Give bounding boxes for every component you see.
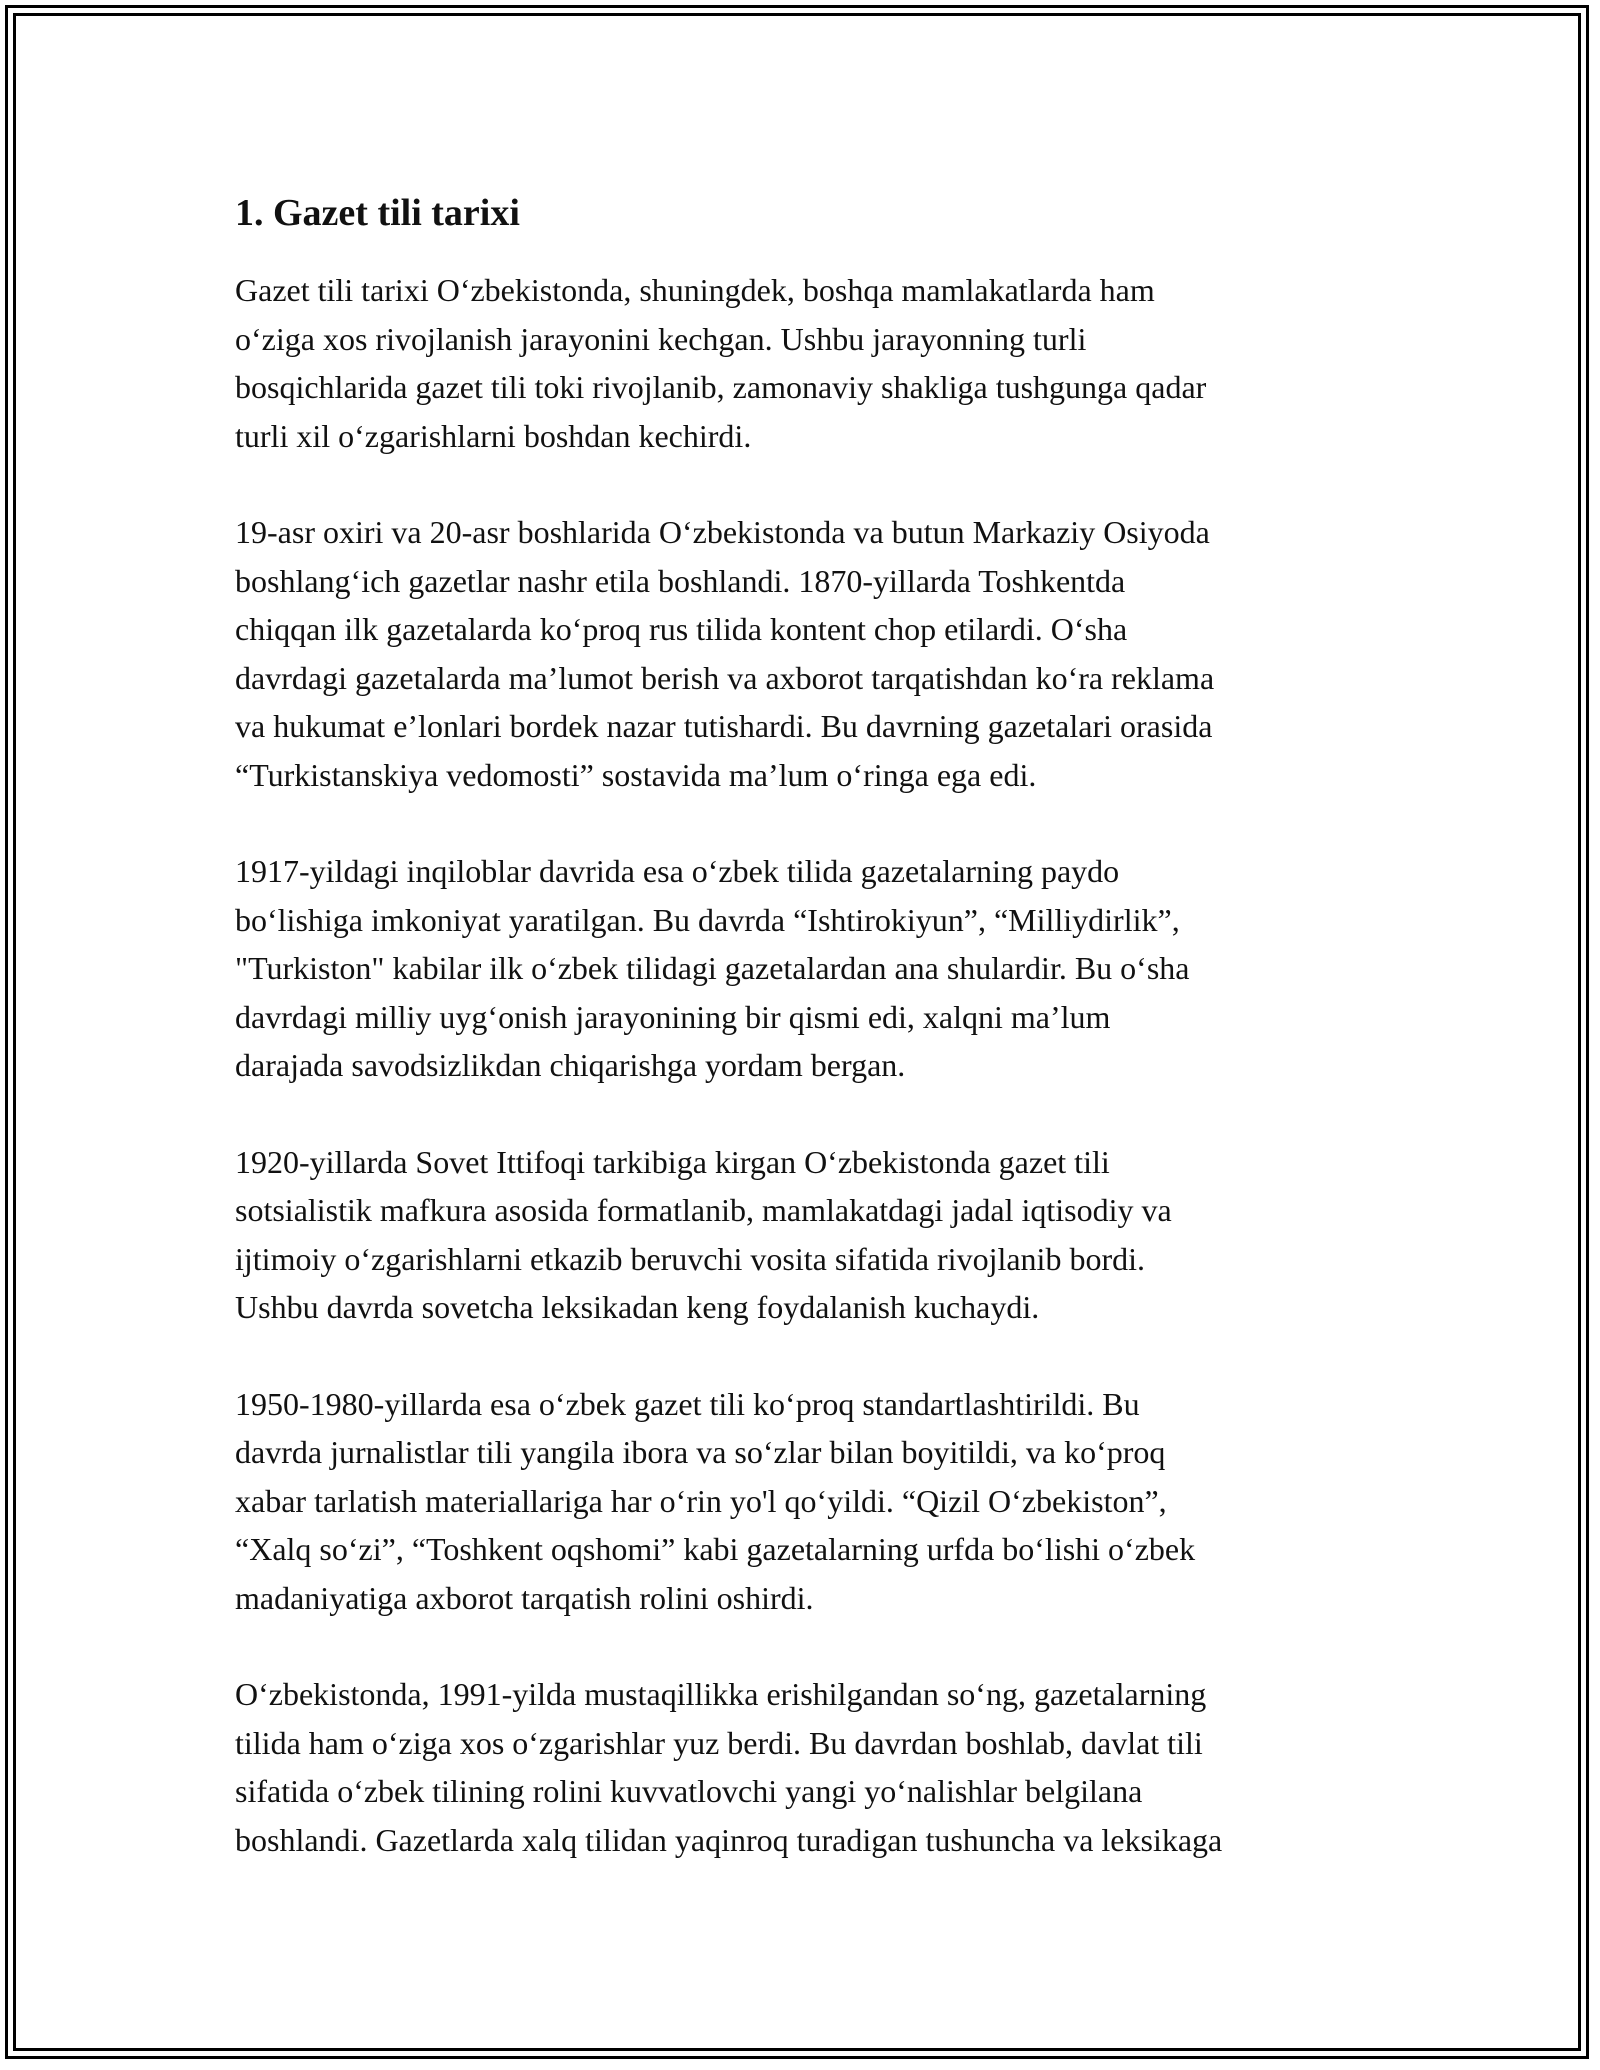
text-line: bo‘lishiga imkoniyat yaratilgan. Bu davrda “Ishtirokiyun”, “Milliydirlik”,	[235, 901, 1180, 938]
text-line: “Turkistanskiya vedomosti” sostavida ma’lum o‘ringa ega edi.	[235, 756, 1037, 793]
paragraph-1950-1980	[235, 1380, 1395, 1623]
text-line: davrdagi milliy uyg‘onish jarayonining bir qismi edi, xalqni ma’lum	[235, 998, 1111, 1035]
text-line: 1950-1980-yillarda esa o‘zbek gazet tili ko‘proq standartlashtirildi. Bu	[235, 1385, 1140, 1422]
text-line: davrda jurnalistlar tili yangila ibora va so‘zlar bilan boyitildi, va ko‘proq	[235, 1434, 1166, 1470]
paragraph-independence	[235, 1670, 1395, 1864]
text-line: o‘ziga xos rivojlanish jarayonini kechgan. Ushbu jarayonning turli	[235, 320, 1087, 357]
paragraph-1920s	[235, 1138, 1395, 1332]
text-line: sotsialistik mafkura asosida formatlanib, mamlakatdagi jadal iqtisodiy va	[235, 1192, 1172, 1228]
text-line: va hukumat e’lonlari bordek nazar tutishardi. Bu davrning gazetalari orasida	[235, 708, 1213, 744]
text-line: 1920-yillarda Sovet Ittifoqi tarkibiga kirgan O‘zbekistonda gazet tili	[235, 1143, 1110, 1180]
document-body	[235, 186, 1395, 1912]
text-line: chiqqan ilk gazetalarda ko‘proq rus tilida kontent chop etilardi. O‘sha	[235, 611, 1128, 647]
text-line: xabar tarlatish materiallariga har o‘rin yo'l qo‘yildi. “Qizil O‘zbekiston”,	[235, 1482, 1167, 1519]
paragraph-1917	[235, 847, 1395, 1090]
section-title: 1. Gazet tili tarixi	[235, 192, 520, 234]
text-line: davrdagi gazetalarda ma’lumot berish va axborot tarqatishdan ko‘ra reklama	[235, 659, 1215, 696]
text-line: madaniyatiga axborot tarqatish rolini oshirdi.	[235, 1579, 814, 1616]
text-line: 1917-yildagi inqiloblar davrida esa o‘zbek tilida gazetalarning paydo	[235, 853, 1120, 889]
text-line: Ushbu davrda sovetcha leksikadan keng foydalanish kuchaydi.	[235, 1289, 1040, 1325]
text-line: bosqichlarida gazet tili toki rivojlanib, zamonaviy shakliga tushgunga qadar	[235, 369, 1207, 405]
paragraph-19th-century	[235, 508, 1395, 799]
text-line: turli xil o‘zgarishlarni boshdan kechirdi.	[235, 417, 752, 454]
text-line: 19-asr oxiri va 20-asr boshlarida O‘zbekistonda va butun Markaziy Osiyoda	[235, 514, 1210, 550]
text-line: tilida ham o‘ziga xos o‘zgarishlar yuz berdi. Bu davrdan boshlab, davlat tili	[235, 1724, 1203, 1761]
text-line: Gazet tili tarixi O‘zbekistonda, shuningdek, boshqa mamlakatlarda ham	[235, 272, 1155, 308]
text-line: boshlang‘ich gazetlar nashr etila boshlandi. 1870-yillarda Toshkentda	[235, 562, 1126, 599]
text-line: darajada savodsizlikdan chiqarishga yordam bergan.	[235, 1047, 906, 1083]
text-line: ijtimoiy o‘zgarishlarni etkazib beruvchi vosita sifatida rivojlanib bordi.	[235, 1240, 1145, 1277]
text-line: "Turkiston" kabilar ilk o‘zbek tilidagi gazetalardan ana shulardir. Bu o‘sha	[235, 950, 1190, 986]
text-line: boshlandi. Gazetlarda xalq tilidan yaqinroq turadigan tushuncha va leksikaga	[235, 1821, 1223, 1858]
text-line: sifatida o‘zbek tilining rolini kuvvatlovchi yangi yo‘nalishlar belgilana	[235, 1773, 1143, 1809]
text-line: O‘zbekistonda, 1991-yilda mustaqillikka erishilgandan so‘ng, gazetalarning	[235, 1676, 1207, 1712]
text-line: “Xalq so‘zi”, “Toshkent oqshomi” kabi gazetalarning urfda bo‘lishi o‘zbek	[235, 1531, 1196, 1567]
paragraph-intro	[235, 266, 1395, 460]
